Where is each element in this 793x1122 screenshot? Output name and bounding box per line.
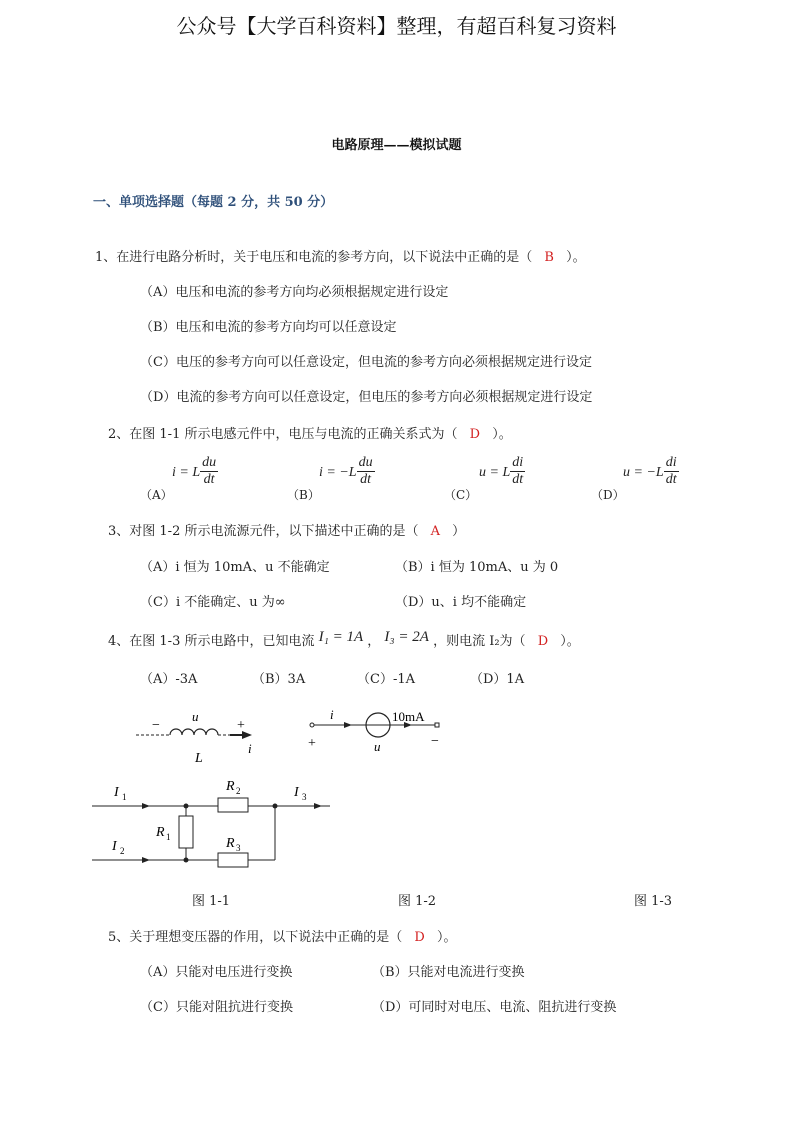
formula-fraction xyxy=(357,455,375,488)
i3-arrow xyxy=(314,803,322,809)
q5-option-a: （A）只能对电压进行变换 xyxy=(140,965,293,980)
question-5-end: ）。 xyxy=(437,930,457,945)
question-3 xyxy=(108,520,465,539)
comma: ， xyxy=(367,634,381,649)
plus-sign: + xyxy=(237,718,245,733)
question-4-text: 4、在图 1-3 所示电路中，已知电流 xyxy=(108,634,315,649)
inductance-label: L xyxy=(195,751,203,766)
formula-num: di xyxy=(512,455,524,470)
q4-option-b: （B）3A xyxy=(252,672,306,687)
minus-sign: − xyxy=(431,734,439,749)
r2-subscript: 2 xyxy=(236,786,241,796)
resistor-r3 xyxy=(218,853,248,867)
r3-label: R xyxy=(226,836,235,851)
i1-label: I xyxy=(114,785,119,800)
answer-5: D xyxy=(414,930,425,945)
q2-formula-d xyxy=(623,455,679,488)
i1-value: I₁ = 1A xyxy=(318,629,364,645)
formula-den: dt xyxy=(665,472,677,487)
formula-fraction xyxy=(200,455,218,488)
question-2 xyxy=(108,423,512,442)
i2-arrow xyxy=(142,857,150,863)
question-2-text: 2、在图 1-1 所示电感元件中，电压与电流的正确关系式为（ xyxy=(108,427,458,442)
resistor-r1 xyxy=(179,816,193,848)
q4-option-d: （D）1A xyxy=(470,672,525,687)
q5-option-b: （B）只能对电流进行变换 xyxy=(372,965,525,980)
question-5-text: 5、关于理想变压器的作用，以下说法中正确的是（ xyxy=(108,930,403,945)
answer-3: A xyxy=(430,524,441,539)
q1-option-d: （D）电流的参考方向可以任意设定，但电压的参考方向必须根据规定进行设定 xyxy=(140,390,593,405)
formula-fraction xyxy=(510,455,525,488)
answer-1: B xyxy=(544,250,554,265)
current-label: i xyxy=(330,707,334,722)
current-label: i xyxy=(248,741,252,756)
q3-option-d: （D）u、i 均不能确定 xyxy=(395,595,527,610)
q2-option-d-label: （D） xyxy=(591,488,625,502)
figure-label-1-2: 图 1-2 xyxy=(398,894,437,909)
r1-label: R xyxy=(156,825,165,840)
header-banner: 公众号【大学百科资料】整理，有超百科复习资料 xyxy=(176,14,617,38)
figure-1-1-inductor xyxy=(130,705,280,767)
q4-option-c: （C）-1A xyxy=(357,672,415,687)
i1-arrow xyxy=(142,803,150,809)
i3-subscript: 3 xyxy=(302,792,307,802)
formula-lhs: u = −L xyxy=(623,465,664,480)
question-4-mid: ，则电流 I₂为（ xyxy=(433,634,526,649)
minus-sign: − xyxy=(152,718,160,733)
formula-num: du xyxy=(358,455,373,470)
formula-fraction xyxy=(664,455,679,488)
question-5 xyxy=(108,926,457,945)
source-value: 10mA xyxy=(392,709,425,724)
formula-num: du xyxy=(202,455,217,470)
formula-lhs: u = L xyxy=(479,465,511,480)
figure-1-3-circuit xyxy=(90,772,340,872)
section-heading: 一、单项选择题（每题 2 分，共 50 分） xyxy=(93,195,334,210)
r1-subscript: 1 xyxy=(166,832,171,842)
q2-option-b-label: （B） xyxy=(287,488,320,502)
q3-option-a: （A）i 恒为 10mA、u 不能确定 xyxy=(140,560,330,575)
q3-option-c: （C）i 不能确定、u 为∞ xyxy=(140,595,286,610)
i3-label: I xyxy=(294,785,299,800)
answer-2: D xyxy=(469,427,481,442)
formula-lhs: i = −L xyxy=(319,465,357,480)
question-3-end: ） xyxy=(452,524,466,539)
i1-subscript: 1 xyxy=(122,792,127,802)
formula-den: dt xyxy=(360,472,372,487)
inductor-coil xyxy=(170,729,218,735)
question-2-end: ）。 xyxy=(492,427,512,442)
i2-label: I xyxy=(112,839,117,854)
current-arrow xyxy=(344,722,352,728)
question-1-end: ）。 xyxy=(566,250,586,265)
page-title: 电路原理——模拟试题 xyxy=(331,138,462,153)
figure-label-1-1: 图 1-1 xyxy=(192,894,231,909)
i2-subscript: 2 xyxy=(120,846,125,856)
plus-sign: + xyxy=(308,736,316,751)
formula-lhs: i = L xyxy=(172,465,201,480)
q2-option-c-label: （C） xyxy=(444,488,478,502)
question-4 xyxy=(108,630,580,650)
resistor-r2 xyxy=(218,798,248,812)
question-1-text: 1、在进行电路分析时，关于电压和电流的参考方向，以下说法中正确的是（ xyxy=(95,250,533,265)
q2-formula-c xyxy=(479,455,525,488)
q1-option-b: （B）电压和电流的参考方向均可以任意设定 xyxy=(140,320,397,335)
question-3-text: 3、对图 1-2 所示电流源元件，以下描述中正确的是（ xyxy=(108,524,419,539)
question-1 xyxy=(95,246,586,265)
formula-den: dt xyxy=(203,472,215,487)
q2-formula-a xyxy=(172,455,218,488)
question-4-end: ）。 xyxy=(560,634,580,649)
i3-value: I₃ = 2A xyxy=(384,629,429,645)
voltage-label: u xyxy=(374,739,381,754)
terminal-right xyxy=(435,723,439,727)
q3-option-b: （B）i 恒为 10mA、u 为 0 xyxy=(395,560,559,575)
q5-option-c: （C）只能对阻抗进行变换 xyxy=(140,1000,293,1015)
q4-option-a: （A）-3A xyxy=(140,672,198,687)
node-bottom-left xyxy=(184,858,189,863)
terminal-left xyxy=(310,723,314,727)
q2-option-a-label: （A） xyxy=(140,488,173,502)
q1-option-a: （A）电压和电流的参考方向均必须根据规定进行设定 xyxy=(140,285,449,300)
r3-subscript: 3 xyxy=(236,843,241,853)
figure-1-2-current-source xyxy=(304,705,454,757)
q5-option-d: （D）可同时对电压、电流、阻抗进行变换 xyxy=(372,1000,617,1015)
voltage-label: u xyxy=(192,709,199,724)
answer-4: D xyxy=(537,634,549,649)
formula-den: dt xyxy=(512,472,524,487)
r2-label: R xyxy=(226,779,235,794)
q2-formula-b xyxy=(319,455,375,488)
formula-num: di xyxy=(665,455,677,470)
figure-label-1-3: 图 1-3 xyxy=(634,894,673,909)
q1-option-c: （C）电压的参考方向可以任意设定，但电流的参考方向必须根据规定进行设定 xyxy=(140,355,592,370)
